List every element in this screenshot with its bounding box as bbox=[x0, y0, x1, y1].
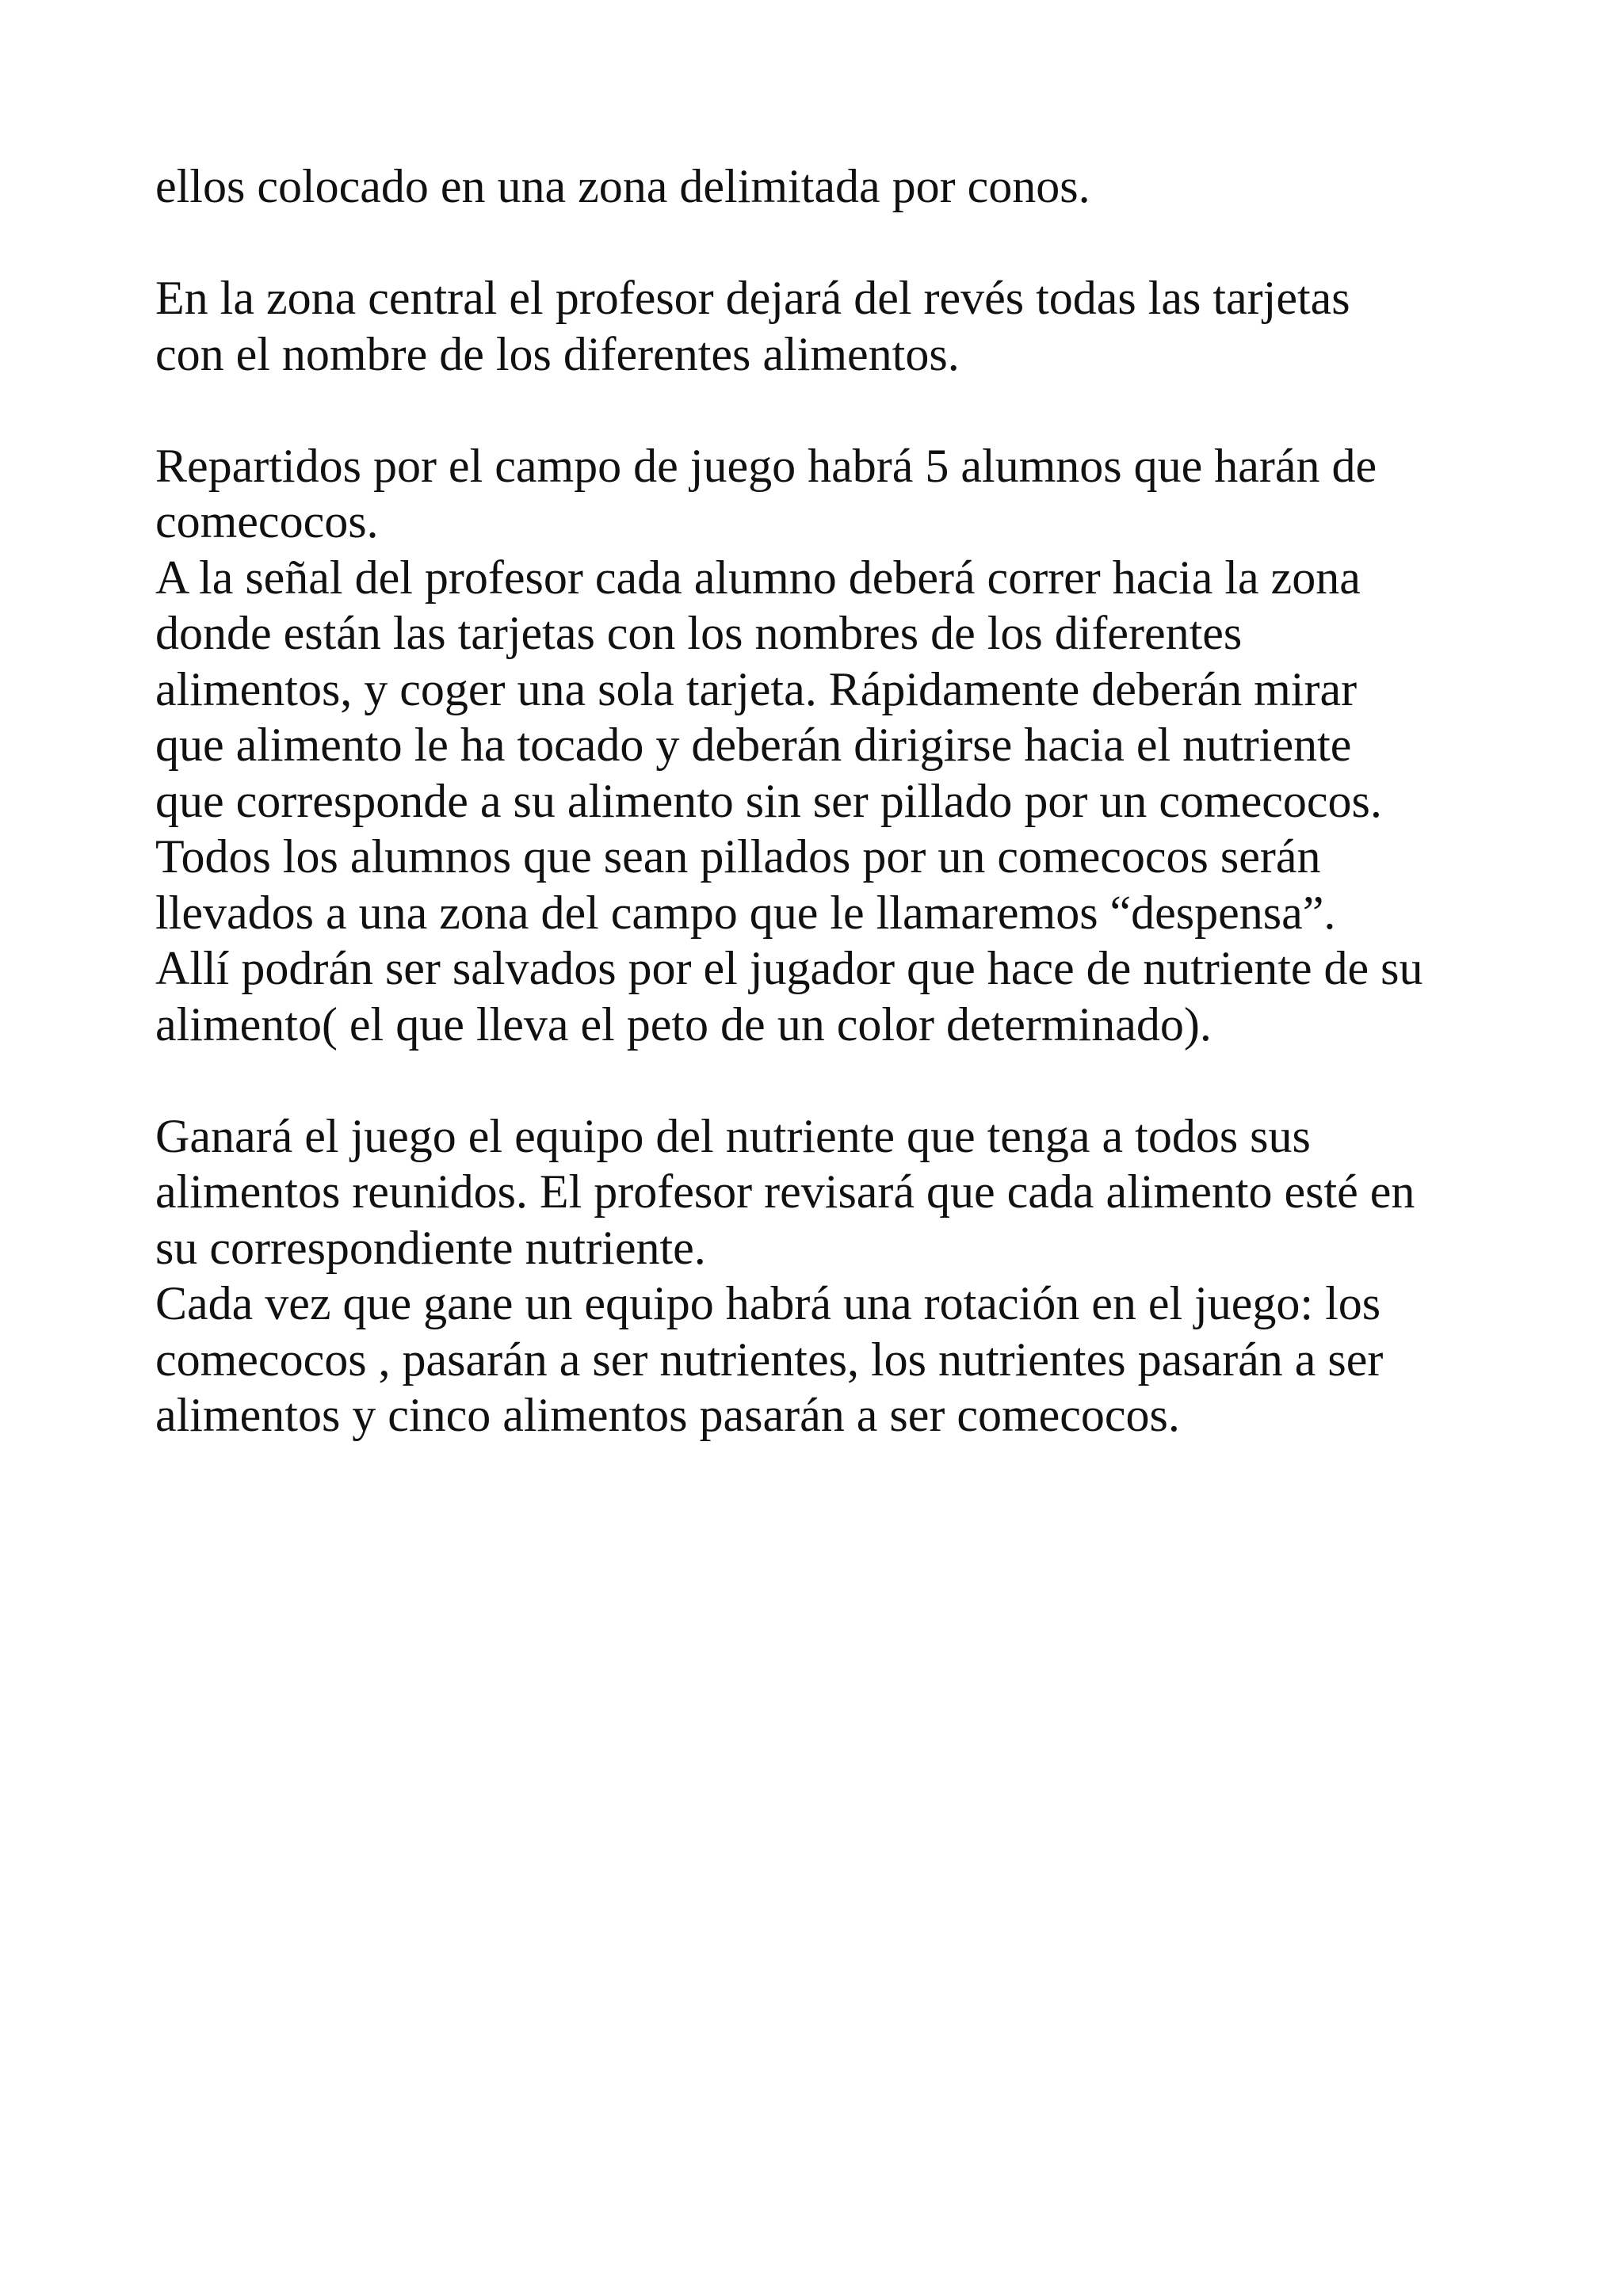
paragraph-gap bbox=[155, 215, 1518, 271]
text-line: Repartidos por el campo de juego habrá 5 alumnos que harán de bbox=[155, 439, 1377, 492]
paragraph-3 bbox=[155, 438, 1518, 1053]
text-line: alimentos y cinco alimentos pasarán a ser comecocos. bbox=[155, 1389, 1180, 1441]
paragraph-gap bbox=[155, 1052, 1518, 1108]
text-line: alimentos, y coger una sola tarjeta. Rápidamente deberán mirar bbox=[155, 662, 1358, 715]
text-line: En la zona central el profesor dejará del revés todas las tarjetas bbox=[155, 272, 1350, 324]
text-line: comecocos , pasarán a ser nutrientes, los nutrientes pasarán a ser bbox=[155, 1333, 1384, 1386]
text-line: Allí podrán ser salvados por el jugador que hace de nutriente de su bbox=[155, 942, 1423, 994]
text-line: Todos los alumnos que sean pillados por un comecocos serán bbox=[155, 830, 1321, 883]
text-line: que alimento le ha tocado y deberán dirigirse hacia el nutriente bbox=[155, 719, 1352, 771]
text-line: que corresponde a su alimento sin ser pillado por un comecocos. bbox=[155, 774, 1382, 827]
text-line: donde están las tarjetas con los nombres de los diferentes bbox=[155, 607, 1243, 659]
text-line: comecocos. bbox=[155, 495, 379, 547]
paragraph-2 bbox=[155, 270, 1518, 382]
text-line: llevados a una zona del campo que le llamaremos “despensa”. bbox=[155, 886, 1336, 939]
paragraph-1 bbox=[155, 158, 1518, 215]
body-text bbox=[155, 158, 1518, 1444]
text-line: su correspondiente nutriente. bbox=[155, 1221, 706, 1274]
paragraph-4 bbox=[155, 1108, 1518, 1444]
text-line: Ganará el juego el equipo del nutriente que tenga a todos sus bbox=[155, 1109, 1311, 1162]
text-line: con el nombre de los diferentes alimentos. bbox=[155, 327, 960, 380]
paragraph-gap bbox=[155, 382, 1518, 438]
text-line: ellos colocado en una zona delimitada por conos. bbox=[155, 160, 1090, 212]
text-line: alimento( el que lleva el peto de un color determinado). bbox=[155, 997, 1212, 1051]
text-line: alimentos reunidos. El profesor revisará que cada alimento esté en bbox=[155, 1165, 1415, 1218]
text-line: A la señal del profesor cada alumno deberá correr hacia la zona bbox=[155, 551, 1361, 604]
text-line: Cada vez que gane un equipo habrá una rotación en el juego: los bbox=[155, 1277, 1381, 1329]
